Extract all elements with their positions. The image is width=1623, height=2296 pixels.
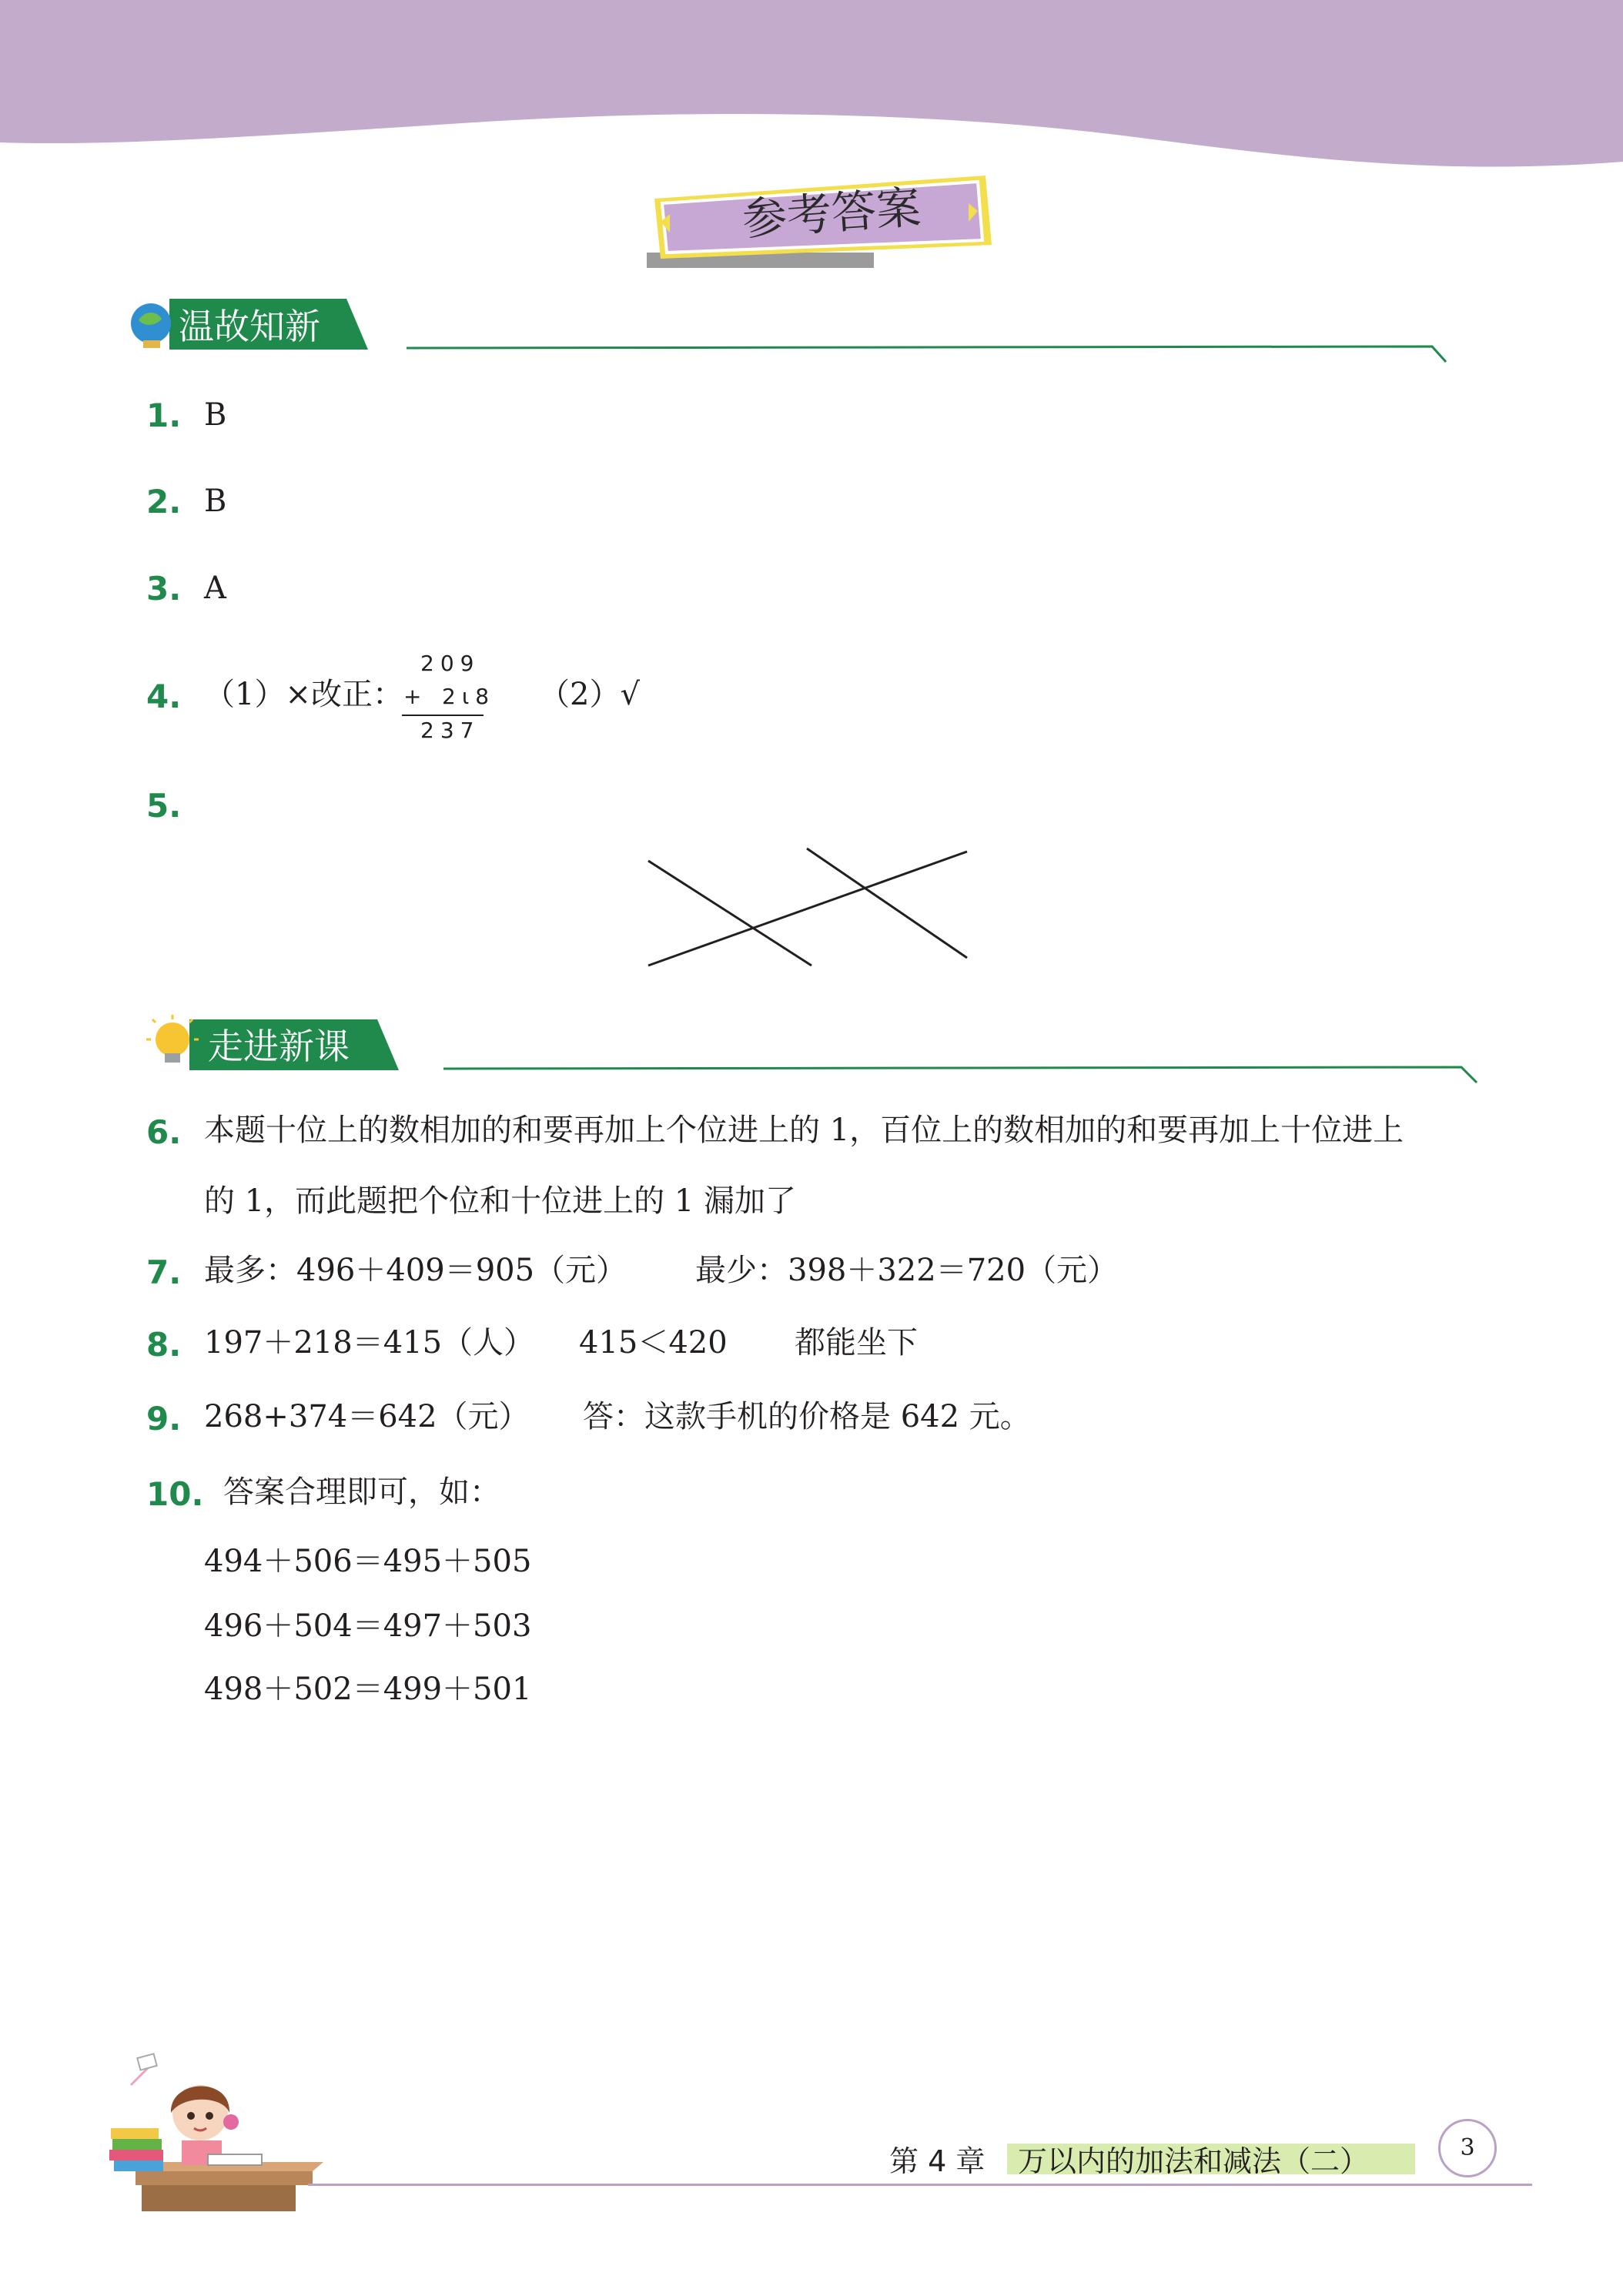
q8-comparison: 415＜420 <box>579 1325 728 1361</box>
q9-answer: 答：这款手机的价格是 642 元。 <box>583 1399 1031 1434</box>
q2-number: 2. <box>146 483 182 520</box>
q7-number: 7. <box>146 1253 182 1291</box>
girl-reading-illustration <box>108 2048 323 2217</box>
q10-example-1: 494＋506＝495＋505 <box>204 1544 532 1579</box>
page-number: 3 <box>1438 2119 1497 2177</box>
q6-line1: 本题十位上的数相加的和要再加上个位进上的 1，百位上的数相加的和要再加上十位进上 <box>204 1113 1404 1148</box>
page-title: 参考答案 <box>740 180 923 246</box>
q5-intersecting-lines-figure <box>639 839 978 970</box>
q4-calc-top: 209 <box>420 651 480 676</box>
footer-chapter-title: 万以内的加法和减法（二） <box>1018 2144 1370 2178</box>
q1-answer: B <box>204 397 227 433</box>
q4-number: 4. <box>146 678 182 715</box>
footer-chapter: 第 4 章 <box>889 2144 986 2178</box>
q1-number: 1. <box>146 397 182 434</box>
section-rule-review <box>400 339 1447 365</box>
q7-least: 最少：398＋322＝720（元） <box>695 1253 1119 1288</box>
q9-equation: 268+374＝642（元） <box>204 1399 530 1434</box>
q6-number: 6. <box>146 1113 182 1151</box>
section-label-review: 温故知新 <box>179 306 320 347</box>
q3-answer: A <box>204 571 226 606</box>
q8-equation: 197＋218＝415（人） <box>204 1325 535 1361</box>
q5-number: 5. <box>146 787 182 825</box>
q9-number: 9. <box>146 1400 182 1438</box>
section-rule-newlesson <box>437 1058 1478 1086</box>
q8-number: 8. <box>146 1326 182 1364</box>
q4-part1: （1）×改正： <box>204 677 403 712</box>
q10-example-3: 498＋502＝499＋501 <box>204 1672 532 1707</box>
footer-rule <box>308 2184 1532 2186</box>
q3-number: 3. <box>146 570 182 607</box>
q10-example-2: 496＋504＝497＋503 <box>204 1608 532 1644</box>
section-label-newlesson: 走进新课 <box>208 1026 350 1067</box>
q4-calc-addend: 2ι8 <box>442 684 496 709</box>
q4-calc-result: 237 <box>420 718 480 743</box>
q7-most: 最多：496＋409＝905（元） <box>204 1253 627 1288</box>
header-wave <box>0 0 1623 177</box>
q10-number: 10. <box>146 1475 204 1513</box>
q4-calc-line <box>402 715 484 716</box>
q10-intro: 答案合理即可，如： <box>223 1474 500 1510</box>
q8-conclusion: 都能坐下 <box>795 1325 918 1361</box>
q6-line2: 的 1，而此题把个位和十位进上的 1 漏加了 <box>204 1183 797 1219</box>
q4-calc-plus: + <box>403 684 428 709</box>
q2-answer: B <box>204 484 227 519</box>
q4-part2: （2）√ <box>539 677 640 712</box>
